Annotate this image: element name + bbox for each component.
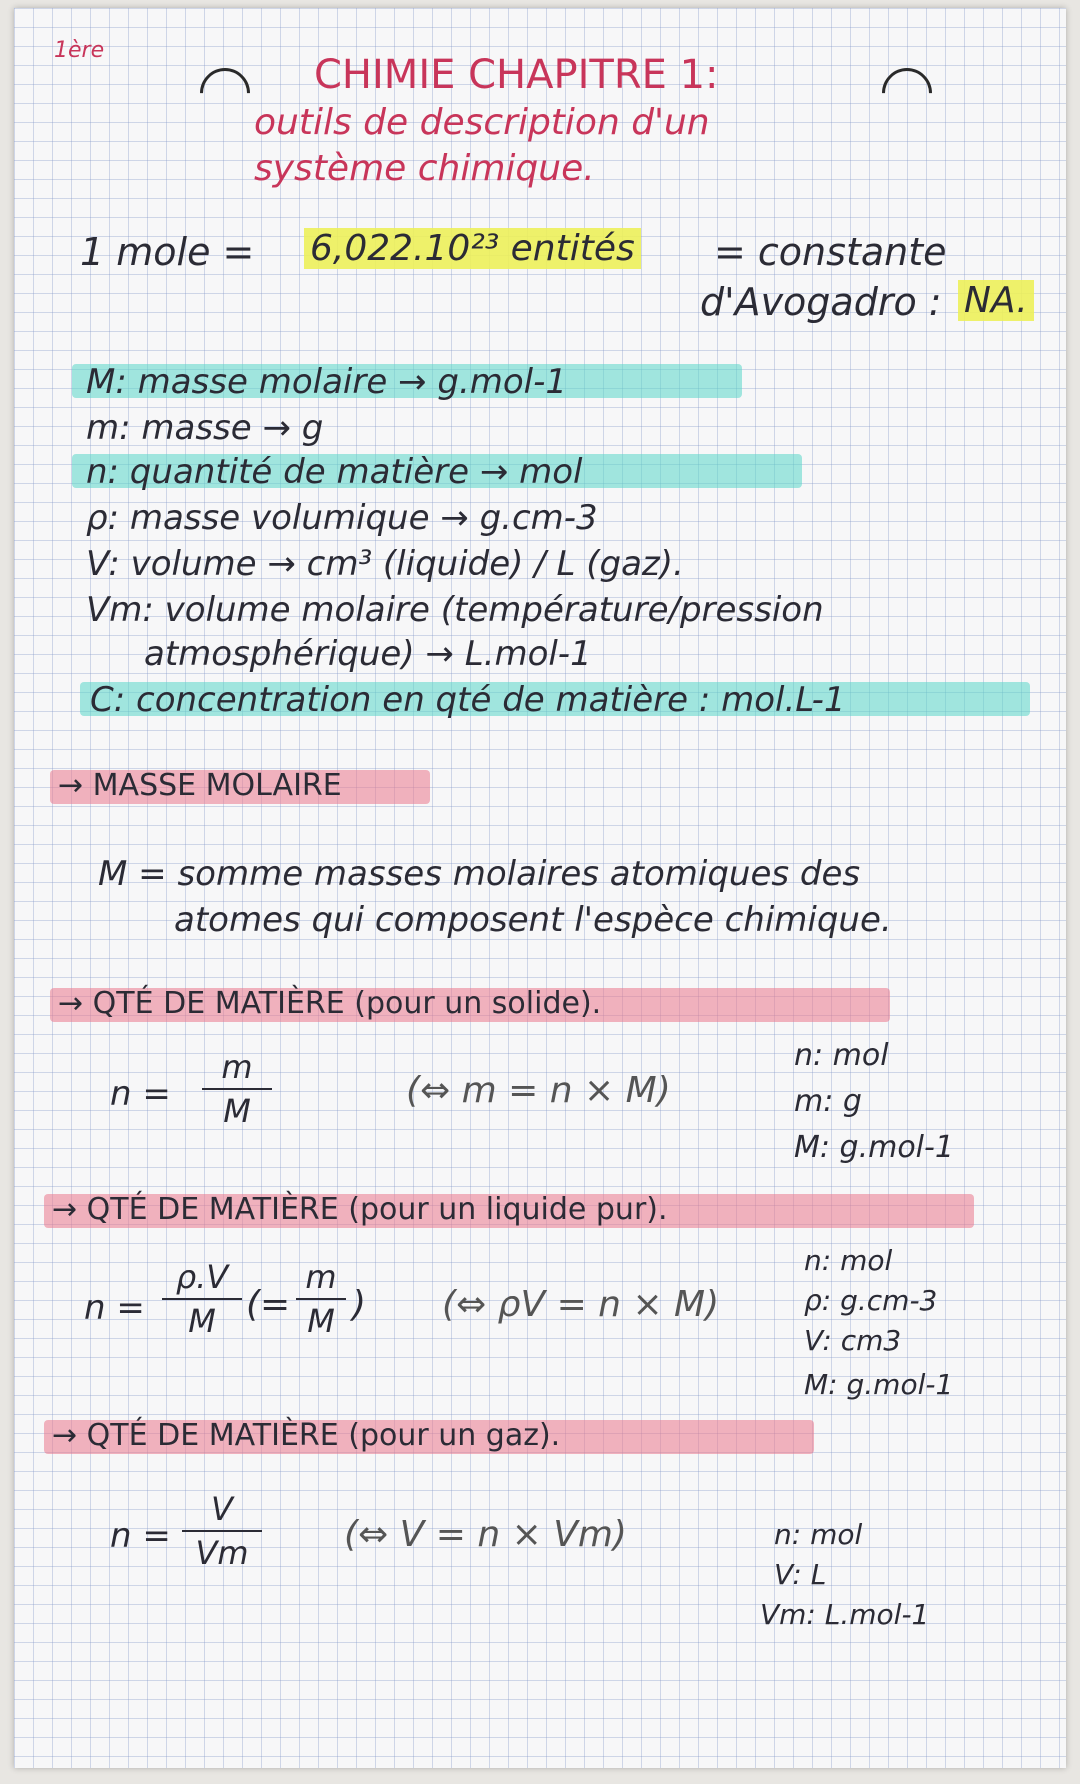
gas-denominator: Vm [195,1534,249,1572]
definition-molar-mass: M: masse molaire → g.mol-1 [86,362,568,402]
solid-unit-M: M: g.mol-1 [794,1130,954,1165]
gas-unit-n: n: mol [774,1518,863,1551]
chapter-subtitle-line1: outils de description d'un [254,102,710,143]
definition-quantity: n: quantité de matière → mol [86,452,583,492]
class-level-label: 1ère [54,38,105,63]
gas-fraction [182,1490,262,1572]
gas-numerator: V [211,1490,233,1528]
definition-density: ρ: masse volumique → g.cm-3 [86,498,598,538]
liquid-unit-n: n: mol [804,1244,893,1277]
avogadro-symbol: NA. [958,280,1034,321]
gas-equivalence: (⇔ V = n × Vm) [344,1514,627,1555]
heading-gas: → QTÉ DE MATIÈRE (pour un gaz). [52,1418,561,1453]
punch-hole-left [190,58,261,129]
solid-unit-m: m: g [794,1084,862,1119]
heading-solid: → QTÉ DE MATIÈRE (pour un solide). [58,986,602,1021]
molar-mass-line2: atomes qui composent l'espèce chimique. [174,900,892,940]
notebook-page [14,8,1066,1768]
avogadro-value: 6,022.10²³ entités [304,228,641,269]
gas-unit-V: V: L [774,1558,827,1591]
heading-liquid: → QTÉ DE MATIÈRE (pour un liquide pur). [52,1192,668,1227]
liquid-denominator-alt: M [307,1302,335,1340]
fraction-bar [296,1298,346,1300]
avogadro-label: d'Avogadro : [700,280,942,324]
solid-equivalence: (⇔ m = n × M) [406,1070,671,1111]
molar-mass-line1: M = somme masses molaires atomiques des [98,854,861,894]
liquid-fraction-alt [296,1258,346,1340]
liquid-numerator: ρ.V [175,1258,229,1296]
definition-molar-volume-cont: atmosphérique) → L.mol-1 [144,634,592,674]
fraction-bar [162,1298,242,1300]
chapter-title: CHIMIE CHAPITRE 1: [314,52,719,98]
solid-numerator: m [221,1048,253,1086]
liquid-unit-M: M: g.mol-1 [804,1368,954,1401]
liquid-fraction [162,1258,242,1340]
gas-unit-Vm: Vm: L.mol-1 [760,1598,930,1631]
gas-lhs: n = [110,1516,171,1556]
solid-unit-n: n: mol [794,1038,889,1073]
liquid-numerator-alt: m [305,1258,337,1296]
liquid-denominator: M [188,1302,216,1340]
solid-lhs: n = [110,1074,171,1114]
liquid-unit-V: V: cm3 [804,1324,902,1357]
definition-molar-volume: Vm: volume molaire (température/pression [86,590,824,630]
mole-left: 1 mole = [80,230,255,274]
fraction-bar [202,1088,272,1090]
solid-fraction [202,1048,272,1130]
definition-mass: m: masse → g [86,408,324,448]
liquid-equivalence: (⇔ ρV = n × M) [442,1284,720,1325]
solid-denominator: M [223,1092,251,1130]
chapter-subtitle-line2: système chimique. [254,148,595,189]
definition-concentration: C: concentration en qté de matière : mol.L-1 [90,680,846,720]
heading-molar-mass: → MASSE MOLAIRE [58,768,342,803]
liquid-paren-close: ) [352,1284,367,1325]
liquid-lhs: n = [84,1288,145,1328]
liquid-paren-open: (= [246,1284,291,1325]
fraction-bar [182,1530,262,1532]
liquid-unit-rho: ρ: g.cm-3 [804,1284,938,1317]
punch-hole-right [872,58,943,129]
mole-right: = constante [714,230,947,274]
definition-volume: V: volume → cm³ (liquide) / L (gaz). [86,544,684,584]
